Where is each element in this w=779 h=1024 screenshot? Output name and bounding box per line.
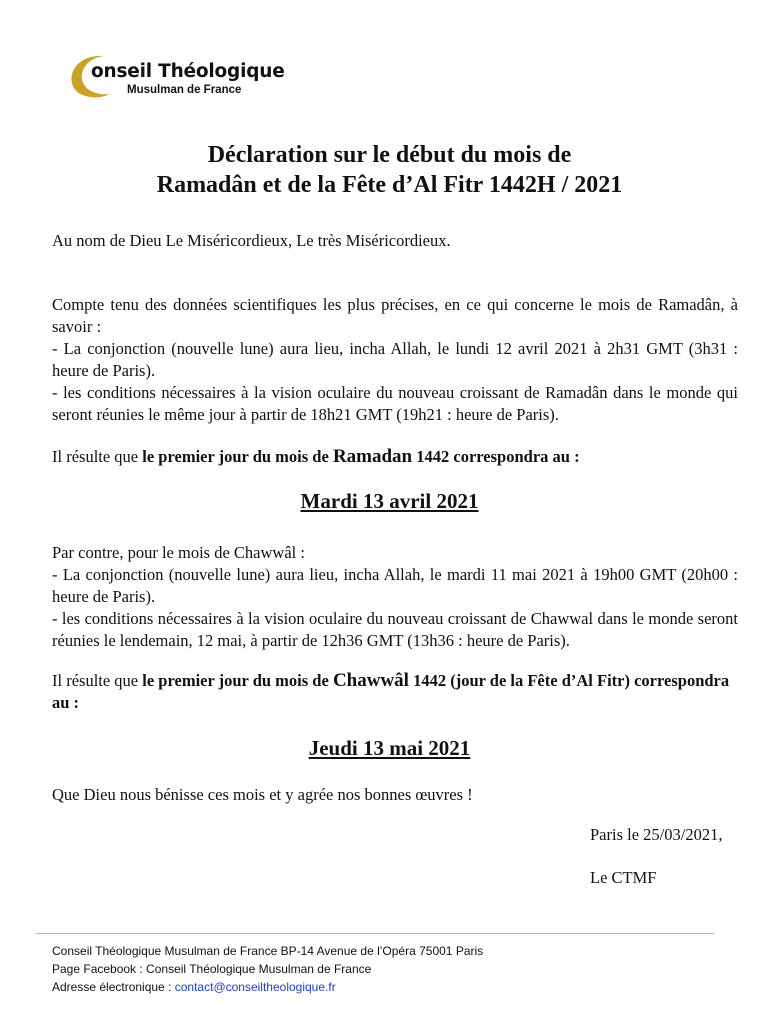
logo-title: onseil Théologique	[91, 61, 285, 82]
ramadan-result-bold-end: 1442 correspondra au :	[412, 447, 580, 466]
document-title-line-2: Ramadân et de la Fête d’Al Fitr 1442H / 2021	[156, 172, 623, 198]
footer-email-link[interactable]: contact@conseiltheologique.fr	[174, 980, 336, 994]
chawwal-visibility: - les conditions nécessaires à la vision oculaire du nouveau croissant de Chawwal dans le monde seront réunies le lendemain, 12 mai, à partir de 12h36 GMT (13h36 : heure de Paris).	[52, 609, 738, 650]
blessing: Que Dieu nous bénisse ces mois et y agrée nos bonnes œuvres !	[52, 785, 473, 804]
chawwal-result	[52, 670, 738, 714]
footer-email-label: Adresse électronique :	[52, 980, 175, 994]
ramadan-visibility: - les conditions nécessaires à la vision oculaire du nouveau croissant de Ramadân dans le monde qui seront réunies le même jour à partir de 18h21 GMT (19h21 : heure de Paris).	[52, 383, 738, 424]
ramadan-intro: Compte tenu des données scientifiques les plus précises, en ce qui concerne le mois de Ramadân, à savoir :	[52, 295, 738, 336]
chawwal-result-prefix: Il résulte que	[52, 671, 143, 690]
footer-divider	[36, 933, 714, 934]
footer-address: Conseil Théologique Musulman de France BP-14 Avenue de l’Opéra 75001 Paris	[52, 944, 484, 958]
chawwal-month: Chawwâl	[332, 670, 409, 691]
eid-date: Jeudi 13 mai 2021	[308, 736, 471, 760]
signature-author: Le CTMF	[590, 868, 657, 887]
chawwal-result-bold: le premier jour du mois de	[142, 671, 333, 690]
footer-email-line	[52, 980, 336, 994]
ramadan-result-prefix: Il résulte que	[52, 447, 143, 466]
ctmf-logo	[64, 52, 334, 100]
ramadan-result	[52, 446, 738, 468]
ramadan-month: Ramadan	[332, 446, 413, 467]
document-title-line-1: Déclaration sur le début du mois de	[207, 142, 572, 168]
greeting: Au nom de Dieu Le Miséricordieux, Le très Miséricordieux.	[52, 231, 451, 250]
footer-facebook: Page Facebook : Conseil Théologique Musulman de France	[52, 962, 372, 976]
chawwal-conjunction: - La conjonction (nouvelle lune) aura lieu, incha Allah, le mardi 11 mai 2021 à 19h00 GMT (20h00 : heure de Paris).	[52, 565, 738, 606]
chawwal-intro: Par contre, pour le mois de Chawwâl :	[52, 543, 305, 562]
logo-subtitle: Musulman de France	[127, 84, 242, 96]
signature-place-date: Paris le 25/03/2021,	[590, 825, 723, 844]
ramadan-start-date: Mardi 13 avril 2021	[300, 489, 479, 513]
chawwal-result-bold-end: 1442 (jour de la Fête d’Al Fitr) correspondra au :	[52, 671, 730, 712]
ramadan-result-bold: le premier jour du mois de	[142, 447, 333, 466]
ramadan-conjunction: - La conjonction (nouvelle lune) aura lieu, incha Allah, le lundi 12 avril 2021 à 2h31 GMT (3h31 : heure de Paris).	[52, 339, 738, 380]
